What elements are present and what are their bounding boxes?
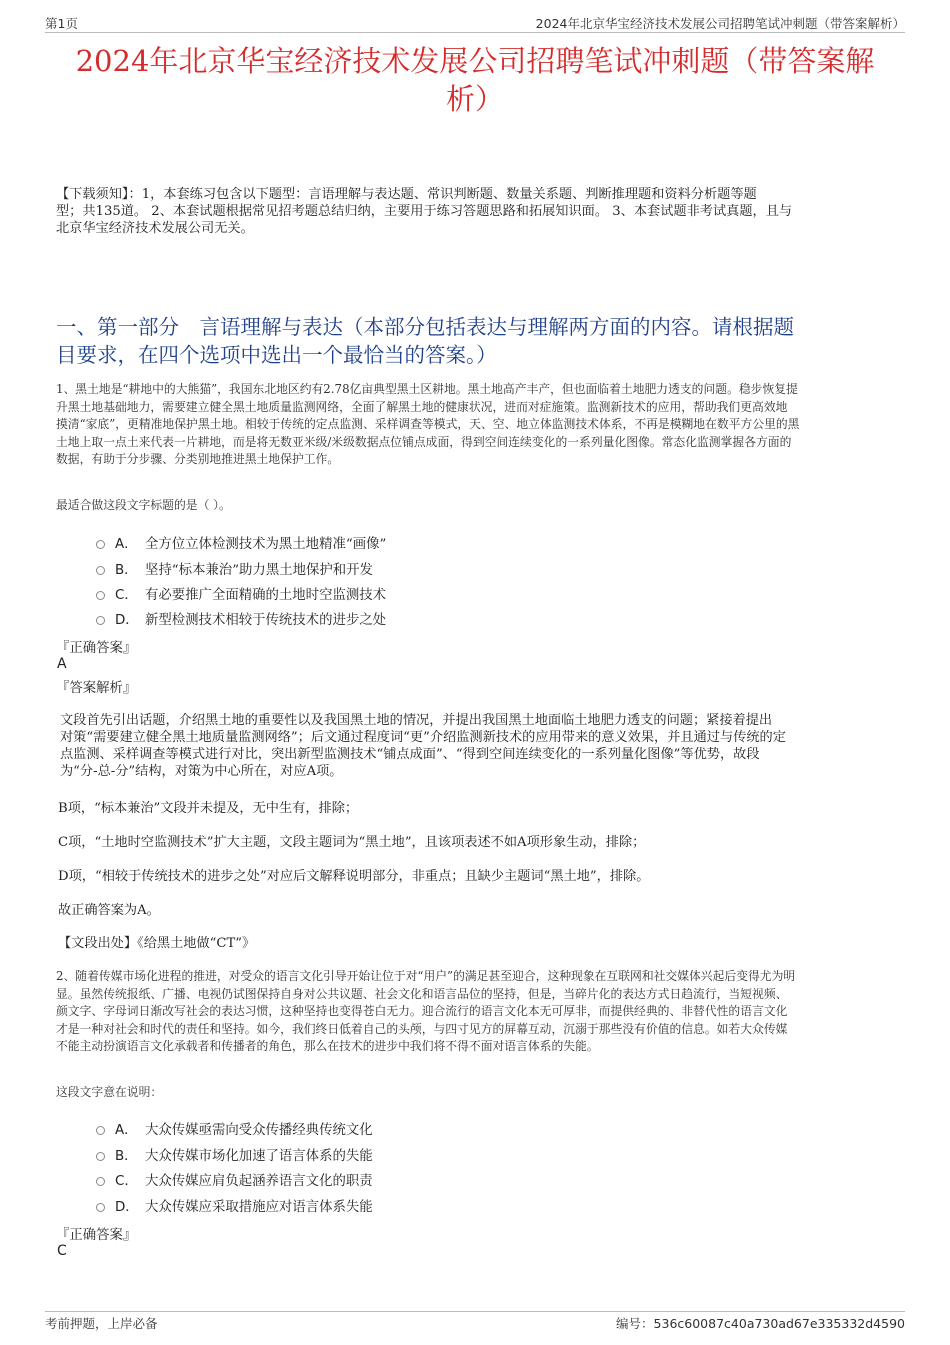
- option-letter: A．: [115, 536, 138, 552]
- q2-option-b[interactable]: [96, 1143, 373, 1165]
- option-text: 有必要推广全面精确的土地时空监测技术: [145, 587, 387, 603]
- section-heading: [56, 313, 926, 369]
- q2-option-a[interactable]: [96, 1117, 373, 1139]
- q1-analysis: [60, 712, 920, 780]
- radio-icon[interactable]: [96, 540, 105, 549]
- q1-source: 【文段出处】《给黑土地做“CT”》: [58, 936, 256, 951]
- q2-option-d[interactable]: [96, 1194, 373, 1216]
- passage-line: 颜文字、字母词日渐改写社会的表达习惯，这种坚持也变得苍白无力。迎合流行的语言文化本无可厚非，而提供经典的、非替代性的语言文化: [56, 1004, 788, 1019]
- footer-slogan: 考前押题，上岸必备: [45, 1316, 158, 1331]
- option-letter: B．: [115, 1148, 138, 1164]
- passage-line: 摸清“家底”，更精准地保护黑土地。相较于传统的定点监测、采样调查等模式，天、空、地立体监测技术体系，不再是模糊地在数平方公里的黑: [56, 417, 800, 432]
- passage-line: 2、随着传媒市场化进程的推进，对受众的语言文化引导开始让位于对“用户”的满足甚至迎合，这种现象在互联网和社交媒体兴起后变得尤为明: [56, 969, 796, 983]
- analysis-line: 点监测、采样调查等模式进行对比，突出新型监测技术“铺点成面”、“得到空间连续变化的一系列量化图像”等优势，故段: [60, 747, 760, 762]
- q1-conclusion: 故正确答案为A。: [58, 903, 160, 918]
- radio-icon[interactable]: [96, 591, 105, 600]
- passage-line: 才是一种对社会和时代的责任和坚持。如今，我们终日低着自己的头颅，与四寸见方的屏幕互动，沉溺于那些没有价值的信息。如若大众传媒: [56, 1021, 788, 1036]
- q1-option-c[interactable]: [96, 582, 386, 604]
- option-text: 大众传媒亟需向受众传播经典传统文化: [145, 1122, 373, 1138]
- option-letter: B．: [115, 562, 138, 578]
- q1-answer-label: 『正确答案』: [56, 641, 137, 656]
- option-letter: C．: [115, 1173, 138, 1189]
- radio-icon[interactable]: [96, 566, 105, 575]
- footer-code: [616, 1314, 905, 1332]
- radio-icon[interactable]: [96, 616, 105, 625]
- notice-line: 【下载须知】：1，本套练习包含以下题型：言语理解与表达题、常识判断题、数量关系题、判断推理题和资料分析题等题: [56, 187, 757, 202]
- header-divider: [45, 32, 905, 33]
- q2-answer-label: 『正确答案』: [56, 1228, 137, 1243]
- analysis-line: 为“分-总-分”结构，对策为中心所在，对应A项。: [60, 764, 343, 779]
- q1-option-b[interactable]: [96, 557, 373, 579]
- q1-option-d[interactable]: [96, 607, 386, 629]
- analysis-line: 对策“需要建立健全黑土地质量监测网络”；后文通过程度词“更”介绍监测新技术的应用带来的意义效果，并且通过与传统的定: [60, 730, 786, 745]
- analysis-line: 文段首先引出话题，介绍黑土地的重要性以及我国黑土地的情况，并提出我国黑土地面临土地肥力透支的问题；紧接着提出: [60, 713, 773, 728]
- q1-option-a[interactable]: [96, 531, 386, 553]
- footer-code-label: 编号：: [616, 1316, 654, 1331]
- passage-line: 数据，有助于分步骤、分类别地推进黑土地保护工作。: [56, 452, 340, 467]
- option-letter: C．: [115, 587, 138, 603]
- passage-line: 显。虽然传统报纸、广播、电视仍试图保持自身对公共议题、社会文化和语言品位的坚持，但是，当碎片化的表达方式日趋流行，当短视频、: [56, 986, 788, 1001]
- notice-line: 北京华宝经济技术发展公司无关。: [56, 221, 254, 236]
- q2-answer: C: [57, 1243, 67, 1259]
- radio-icon[interactable]: [96, 1203, 105, 1212]
- passage-line: 土地上取一点土来代表一片耕地，而是将无数亚米级/米级数据点位铺点成面，得到空间连续变化的一系列量化图像。常态化监测掌握各方面的: [56, 434, 792, 449]
- q1-b-note: B项，“标本兼治”文段并未提及，无中生有，排除；: [58, 801, 359, 816]
- option-text: 新型检测技术相较于传统技术的进步之处: [145, 612, 387, 628]
- section-line-2: 目要求，在四个选项中选出一个最恰当的答案。）: [56, 343, 497, 367]
- q1-d-note: D项，“相较于传统技术的进步之处”对应后文解释说明部分，非重点；且缺少主题词“黑土地”，排除。: [58, 869, 650, 884]
- radio-icon[interactable]: [96, 1126, 105, 1135]
- document-title: [45, 42, 905, 118]
- option-text: 大众传媒应肩负起涵养语言文化的职责: [145, 1173, 373, 1189]
- download-notice: [56, 186, 916, 237]
- q2-option-c[interactable]: [96, 1168, 373, 1190]
- q1-c-note: C项，“土地时空监测技术”扩大主题，文段主题词为“黑土地”，且该项表述不如A项形象生动，排除；: [58, 835, 646, 850]
- option-text: 大众传媒市场化加速了语言体系的失能: [145, 1148, 373, 1164]
- radio-icon[interactable]: [96, 1177, 105, 1186]
- footer-divider: [45, 1311, 905, 1312]
- passage-line: 升黑土地基础地力，需要建立健全黑土地质量监测网络，全面了解黑土地的健康状况，进而对症施策。监测新技术的应用，帮助我们更高效地: [56, 399, 788, 414]
- section-line-1: 一、第一部分 言语理解与表达（本部分包括表达与理解两方面的内容。请根据题: [56, 315, 794, 339]
- passage-line: 不能主动扮演语言文化承载者和传播者的角色，那么在技术的进步中我们将不得不面对语言体系的失能。: [56, 1039, 599, 1054]
- q2-passage: [56, 968, 916, 1056]
- q1-passage: [56, 381, 916, 469]
- notice-line: 型；共135道。 2、本套试题根据常见招考题总结归纳，主要用于练习答题思路和拓展知识面。 3、本套试题非考试真题，且与: [56, 204, 793, 219]
- option-text: 大众传媒应采取措施应对语言体系失能: [145, 1199, 373, 1215]
- title-line-2: 析）: [445, 82, 504, 116]
- option-letter: D．: [115, 612, 139, 628]
- footer-code-value: 536c60087c40a730ad67e335332d4590: [653, 1316, 905, 1331]
- option-letter: D．: [115, 1199, 139, 1215]
- option-text: 坚持“标本兼治”助力黑土地保护和开发: [145, 562, 373, 578]
- q1-answer: A: [57, 656, 67, 672]
- passage-line: 1、黑土地是“耕地中的大熊猫”，我国东北地区约有2.78亿亩典型黑土区耕地。黑土地高产丰产，但也面临着土地肥力透支的问题。稳步恢复提: [56, 382, 798, 396]
- q1-analysis-label: 『答案解析』: [56, 681, 137, 696]
- title-line-1: 2024年北京华宝经济技术发展公司招聘笔试冲刺题（带答案解: [75, 44, 875, 78]
- q1-stem: 最适合做这段文字标题的是（ ）。: [56, 498, 231, 512]
- radio-icon[interactable]: [96, 1152, 105, 1161]
- option-letter: A．: [115, 1122, 138, 1138]
- page-number: 第1页: [45, 16, 78, 31]
- option-text: 全方位立体检测技术为黑土地精准“画像”: [145, 536, 387, 552]
- header-doc-title: 2024年北京华宝经济技术发展公司招聘笔试冲刺题（带答案解析）: [535, 16, 905, 31]
- q2-stem: 这段文字意在说明：: [56, 1085, 163, 1099]
